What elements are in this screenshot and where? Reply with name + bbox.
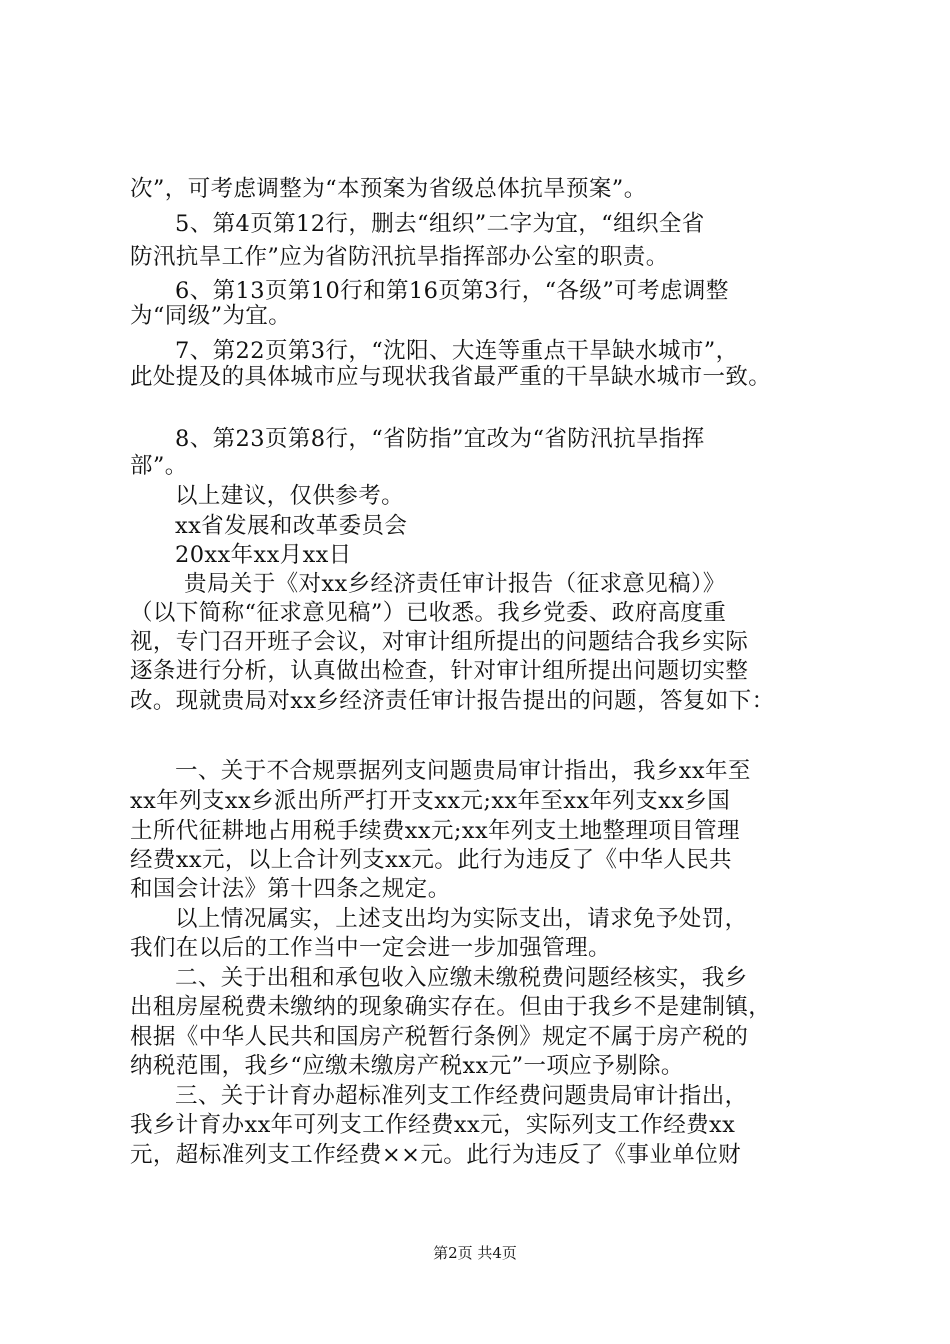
text-line: 和国会计法》第十四条之规定。 — [130, 876, 451, 902]
text-line: 我乡计育办xx年可列支工作经费xx元，实际列支工作经费xx — [130, 1112, 736, 1138]
text-line: 7、第22页第3行，“沈阳、大连等重点干旱缺水城市”， — [175, 338, 739, 364]
text-line: 逐条进行分析，认真做出检查，针对审计组所提出问题切实整 — [130, 658, 749, 684]
text-line: xx年列支xx乡派出所严打开支xx元;xx年至xx年列支xx乡国 — [130, 788, 731, 814]
text-line: 8、第23页第8行，“省防指”宜改为“省防汛抗旱指挥 — [175, 426, 705, 452]
text-line: 次”，可考虑调整为“本预案为省级总体抗旱预案”。 — [130, 176, 647, 202]
text-line: 6、第13页第10行和第16页第3行，“各级”可考虑调整 — [175, 278, 729, 304]
text-line: 根据《中华人民共和国房产税暂行条例》规定不属于房产税的 — [130, 1024, 749, 1050]
text-line: 此处提及的具体城市应与现状我省最严重的干旱缺水城市一致。 — [130, 364, 772, 390]
text-line: 三、关于计育办超标准列支工作经费问题贵局审计指出， — [175, 1083, 748, 1109]
text-line: 土所代征耕地占用税手续费xx元;xx年列支土地整理项目管理 — [130, 818, 740, 844]
text-line: 部”。 — [130, 453, 188, 479]
text-line: 出租房屋税费未缴纳的现象确实存在。但由于我乡不是建制镇， — [130, 994, 772, 1020]
text-line: 为“同级”为宜。 — [130, 303, 292, 329]
text-line: 我们在以后的工作当中一定会进一步加强管理。 — [130, 935, 611, 961]
text-line: 以上建议，仅供参考。 — [175, 483, 405, 509]
text-line: 防汛抗旱工作”应为省防汛抗旱指挥部办公室的职责。 — [130, 244, 669, 270]
text-line: 一、关于不合规票据列支问题贵局审计指出，我乡xx年至 — [175, 758, 751, 784]
text-line: 5、第4页第12行，删去“组织”二字为宜，“组织全省 — [175, 211, 705, 237]
text-line: 视，专门召开班子会议，对审计组所提出的问题结合我乡实际 — [130, 629, 749, 655]
text-line: 经费xx元，以上合计列支xx元。此行为违反了《中华人民共 — [130, 847, 732, 873]
text-line: 改。现就贵局对xx乡经济责任审计报告提出的问题，答复如下： — [130, 688, 775, 714]
text-line: xx省发展和改革委员会 — [175, 513, 408, 539]
text-line: 贵局关于《对xx乡经济责任审计报告（征求意见稿）》 — [184, 571, 726, 597]
text-line: 以上情况属实，上述支出均为实际支出，请求免予处罚， — [175, 906, 748, 932]
text-line: （以下简称“征求意见稿”）已收悉。我乡党委、政府高度重 — [130, 600, 727, 626]
text-line: 元，超标准列支工作经费××元。此行为违反了《事业单位财 — [130, 1142, 742, 1168]
page-number-footer: 第2页 共4页 — [433, 1244, 517, 1262]
text-line: 纳税范围，我乡“应缴未缴房产税xx元”一项应予剔除。 — [130, 1053, 684, 1079]
text-line: 二、关于出租和承包收入应缴未缴税费问题经核实，我乡 — [175, 965, 748, 991]
text-line: 20xx年xx月xx日 — [175, 542, 352, 568]
